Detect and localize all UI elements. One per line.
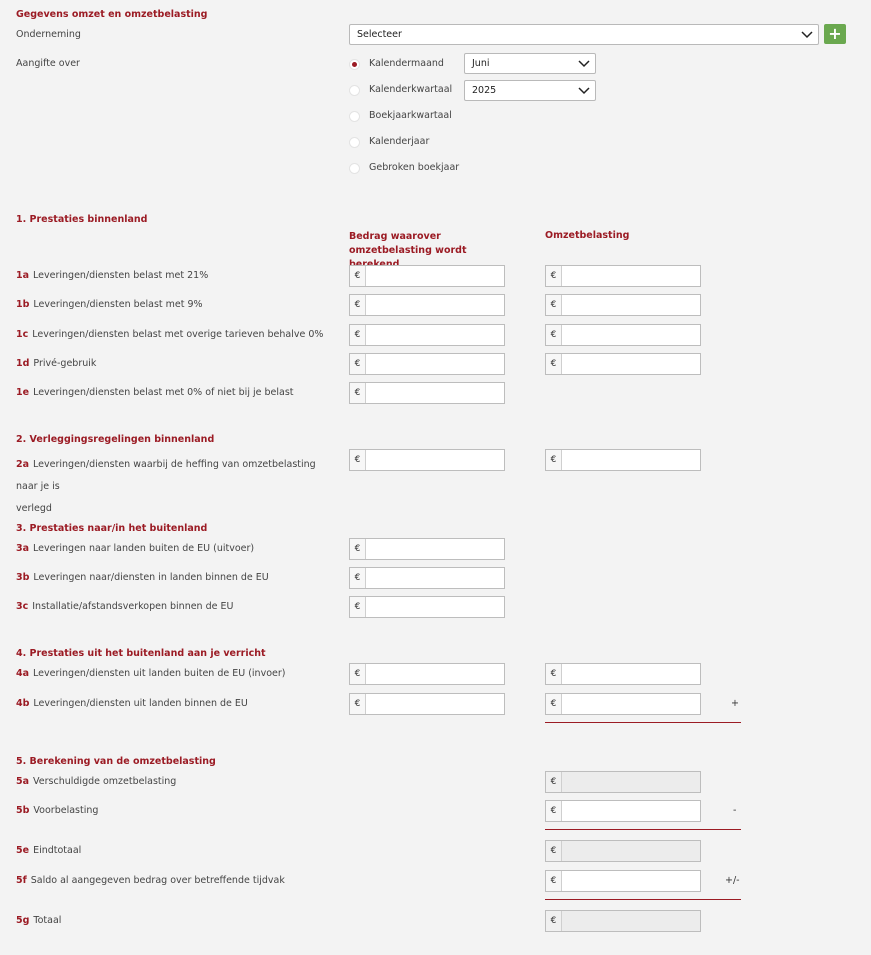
output-5a-vat: € — [545, 771, 701, 793]
input-1b-vat[interactable]: € — [545, 294, 701, 316]
onderneming-select[interactable] — [349, 24, 819, 45]
input-1a-base[interactable]: € — [349, 265, 505, 287]
input-2a-vat[interactable]: € — [545, 449, 701, 471]
input-1c-base[interactable]: € — [349, 324, 505, 346]
operator-minus: - — [733, 805, 737, 816]
add-onderneming-button[interactable]: + — [824, 24, 846, 44]
input-3c-base[interactable]: € — [349, 596, 505, 618]
row-label-1c: 1c Leveringen/diensten belast met overige tarieven behalve 0% — [16, 329, 324, 340]
input-2a-base[interactable]: € — [349, 449, 505, 471]
operator-plus-minus: +/- — [725, 875, 740, 886]
chevron-down-icon — [578, 87, 590, 95]
input-1c-vat[interactable]: € — [545, 324, 701, 346]
column-header-base: Bedrag waarover omzetbelasting wordt — [349, 231, 467, 256]
operator-plus: + — [731, 698, 739, 709]
row-label-5g: 5g Totaal — [16, 915, 62, 926]
input-1e-base[interactable]: € — [349, 382, 505, 404]
radio-kalenderkwartaal[interactable] — [349, 85, 360, 96]
section-5-title: 5. Berekening van de omzetbelasting — [16, 756, 216, 767]
sum-divider — [545, 722, 741, 723]
input-1b-base[interactable]: € — [349, 294, 505, 316]
input-5b-vat[interactable]: € — [545, 800, 701, 822]
input-5f-vat[interactable]: € — [545, 870, 701, 892]
section-4-title: 4. Prestaties uit het buitenland aan je verricht — [16, 648, 266, 659]
onderneming-select-value: Selecteer — [357, 29, 402, 40]
sum-divider — [545, 829, 741, 830]
input-4b-base[interactable]: € — [349, 693, 505, 715]
output-5g-vat: € — [545, 910, 701, 932]
input-4a-base[interactable]: € — [349, 663, 505, 685]
radio-gebroken-boekjaar[interactable] — [349, 163, 360, 174]
input-3b-base[interactable]: € — [349, 567, 505, 589]
row-label-4b: 4b Leveringen/diensten uit landen binnen de EU — [16, 698, 248, 709]
radio-label-kalenderjaar: Kalenderjaar — [369, 136, 430, 147]
radio-kalendermaand[interactable] — [349, 59, 360, 70]
year-select-value: 2025 — [472, 85, 497, 96]
input-1a-vat[interactable]: € — [545, 265, 701, 287]
sum-divider — [545, 899, 741, 900]
month-select-value: Juni — [472, 58, 490, 69]
radio-boekjaarkwartaal[interactable] — [349, 111, 360, 122]
input-3a-base[interactable]: € — [349, 538, 505, 560]
input-4a-vat[interactable]: € — [545, 663, 701, 685]
chevron-down-icon — [578, 60, 590, 68]
row-label-4a: 4a Leveringen/diensten uit landen buiten de EU (invoer) — [16, 668, 286, 679]
row-label-5f: 5f Saldo al aangegeven bedrag over betreffende tijdvak — [16, 875, 285, 886]
column-header-vat: Omzetbelasting — [545, 230, 630, 241]
input-1d-base[interactable]: € — [349, 353, 505, 375]
row-label-3b: 3b Leveringen naar/diensten in landen binnen de EU — [16, 572, 269, 583]
radio-label-boekjaarkwartaal: Boekjaarkwartaal — [369, 110, 452, 121]
aangifte-label: Aangifte over — [16, 58, 80, 69]
form-title: Gegevens omzet en omzetbelasting — [16, 9, 208, 20]
row-label-1a: 1a Leveringen/diensten belast met 21% — [16, 270, 209, 281]
section-3-title: 3. Prestaties naar/in het buitenland — [16, 523, 208, 534]
chevron-down-icon — [801, 31, 813, 39]
row-label-5a: 5a Verschuldigde omzetbelasting — [16, 776, 177, 787]
radio-label-gebroken-boekjaar: Gebroken boekjaar — [369, 162, 460, 173]
row-label-1e: 1e Leveringen/diensten belast met 0% of niet bij je belast — [16, 387, 294, 398]
row-label-2a: 2a Leveringen/diensten waarbij de heffing van omzetbelasting naar je is verlegd — [16, 459, 316, 514]
radio-kalenderjaar[interactable] — [349, 137, 360, 148]
year-select[interactable] — [464, 80, 596, 101]
radio-label-kalendermaand: Kalendermaand — [369, 58, 444, 69]
input-1d-vat[interactable]: € — [545, 353, 701, 375]
row-label-5e: 5e Eindtotaal — [16, 845, 82, 856]
onderneming-label: Onderneming — [16, 29, 81, 40]
radio-label-kalenderkwartaal: Kalenderkwartaal — [369, 84, 453, 95]
section-1-title: 1. Prestaties binnenland — [16, 214, 148, 225]
section-2-title: 2. Verleggingsregelingen binnenland — [16, 434, 215, 445]
month-select[interactable] — [464, 53, 596, 74]
row-label-5b: 5b Voorbelasting — [16, 805, 99, 816]
row-label-3c: 3c Installatie/afstandsverkopen binnen de EU — [16, 601, 234, 612]
row-label-1d: 1d Privé-gebruik — [16, 358, 97, 369]
input-4b-vat[interactable]: € — [545, 693, 701, 715]
row-label-3a: 3a Leveringen naar landen buiten de EU (uitvoer) — [16, 543, 255, 554]
output-5e-vat: € — [545, 840, 701, 862]
row-label-1b: 1b Leveringen/diensten belast met 9% — [16, 299, 203, 310]
